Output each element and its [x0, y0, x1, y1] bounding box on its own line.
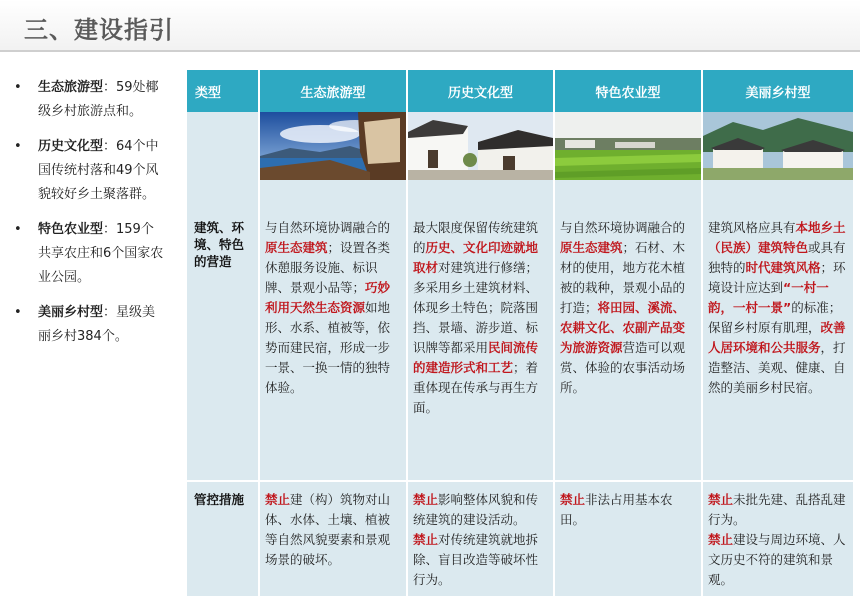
highlight-text: 禁止 — [560, 492, 586, 507]
highlight-text: 民间流传的建造形式和工艺 — [413, 340, 539, 375]
bullet-icon: • — [14, 305, 22, 320]
body-text: 营造可以观赏、体验的农事活动场所。 — [560, 340, 686, 395]
eco-tourism-photo — [260, 112, 406, 180]
body-text: 最大限度保留传统建筑的 — [413, 220, 539, 255]
highlight-text: 禁止 — [413, 532, 439, 547]
highlight-text: 禁止 — [708, 532, 734, 547]
list-item: • 美丽乡村型：星级美丽乡村384个。 — [14, 301, 164, 349]
history-culture-photo — [408, 112, 553, 180]
table-cell-text — [703, 210, 853, 398]
list-item: • 生态旅游型：59处椰级乡村旅游点和。 — [14, 76, 164, 124]
table-header-type: 类型 — [187, 70, 258, 112]
table-cell-text — [555, 210, 701, 398]
body-text: 建筑风格应具有 — [708, 220, 796, 235]
table-cell-text — [703, 482, 853, 590]
title-divider — [0, 50, 860, 52]
table-cell — [187, 112, 258, 180]
table-header-eco-tourism: 生态旅游型 — [260, 70, 406, 112]
body-text: 对建筑进行修缮；多采用乡土建筑材料、体现乡土特色；院落围挡、景墙、游步道、标识牌等都采用 — [413, 260, 539, 355]
body-text: 或具有独特的 — [708, 240, 846, 275]
beautiful-village-photo — [703, 112, 853, 180]
body-text: 与自然环境协调融合的 — [560, 220, 686, 235]
row-label-construction: 建筑、环境、特色的营造 — [194, 220, 245, 269]
highlight-text: “一村一韵，一村一景” — [708, 280, 829, 315]
bullet-icon: • — [14, 222, 22, 237]
body-text: 如地形、水系、植被等，依势而建民宿，形成一步一景、一换一情的独特体验。 — [265, 300, 391, 395]
guideline-table — [187, 70, 853, 596]
highlight-text: 本地乡土（民族）建筑特色 — [708, 220, 846, 255]
table-cell-text — [408, 482, 553, 590]
body-text: ，打造整洁、美观、健康、自然的美丽乡村民宿。 — [708, 340, 846, 395]
table-cell-text — [555, 482, 701, 530]
bullet-icon: • — [14, 80, 22, 95]
agriculture-photo — [555, 112, 701, 180]
body-text: 非法占用基本农田。 — [560, 492, 673, 527]
table-header-agriculture: 特色农业型 — [555, 70, 701, 112]
highlight-text: 历史、文化印迹就地取材 — [413, 240, 539, 275]
table-header-history-culture: 历史文化型 — [408, 70, 553, 112]
body-text: 与自然环境协调融合的 — [265, 220, 391, 235]
page-title: 三、建设指引 — [24, 16, 174, 44]
highlight-text: 改善人居环境和公共服务 — [708, 320, 846, 355]
highlight-text: 时代建筑风格 — [745, 260, 821, 275]
highlight-text: 禁止 — [265, 492, 291, 507]
table-cell-text — [260, 210, 406, 398]
highlight-text: 禁止 — [413, 492, 439, 507]
row-label-control: 管控措施 — [194, 492, 245, 507]
table-header-beautiful-village: 美丽乡村型 — [703, 70, 853, 112]
title-bar — [0, 0, 860, 52]
body-text: ；石材、木材的使用，地方花木植被的栽种，景观小品的打造； — [560, 240, 686, 315]
table-cell-text — [408, 210, 553, 418]
body-text: ；着重体现在传承与再生方面。 — [413, 360, 539, 415]
highlight-text: 原生态建筑 — [560, 240, 623, 255]
body-text: 影响整体风貌和传统建筑的建设活动。 — [413, 492, 539, 527]
list-item: • 历史文化型：64个中国传统村落和49个风貌较好乡土聚落群。 — [14, 135, 164, 207]
type-summary-list — [14, 76, 164, 360]
list-item: • 特色农业型：159个共享农庄和6个国家农业公园。 — [14, 218, 164, 290]
body-text: 建设与周边环境、人文历史不符的建筑和景观。 — [708, 532, 846, 587]
body-text: 建（构）筑物对山体、水体、土壤、植被等自然风貌要素和景观场景的破坏。 — [265, 492, 391, 567]
bullet-icon: • — [14, 139, 22, 154]
body-text: 的标准；保留乡村原有肌理， — [708, 300, 842, 335]
table-cell-text — [260, 482, 406, 570]
body-text: 未批先建、乱搭乱建行为。 — [708, 492, 846, 527]
body-text: ；环境设计应达到 — [708, 260, 846, 295]
highlight-text: 禁止 — [708, 492, 734, 507]
highlight-text: 巧妙利用天然生态资源 — [265, 280, 391, 315]
body-text: ；设置各类休憩服务设施、标识牌、景观小品等； — [265, 240, 391, 295]
highlight-text: 将田园、溪流、农耕文化、农副产品变为旅游资源 — [560, 300, 686, 355]
body-text: 对传统建筑就地拆除、盲目改造等破坏性行为。 — [413, 532, 539, 587]
highlight-text: 原生态建筑 — [265, 240, 328, 255]
